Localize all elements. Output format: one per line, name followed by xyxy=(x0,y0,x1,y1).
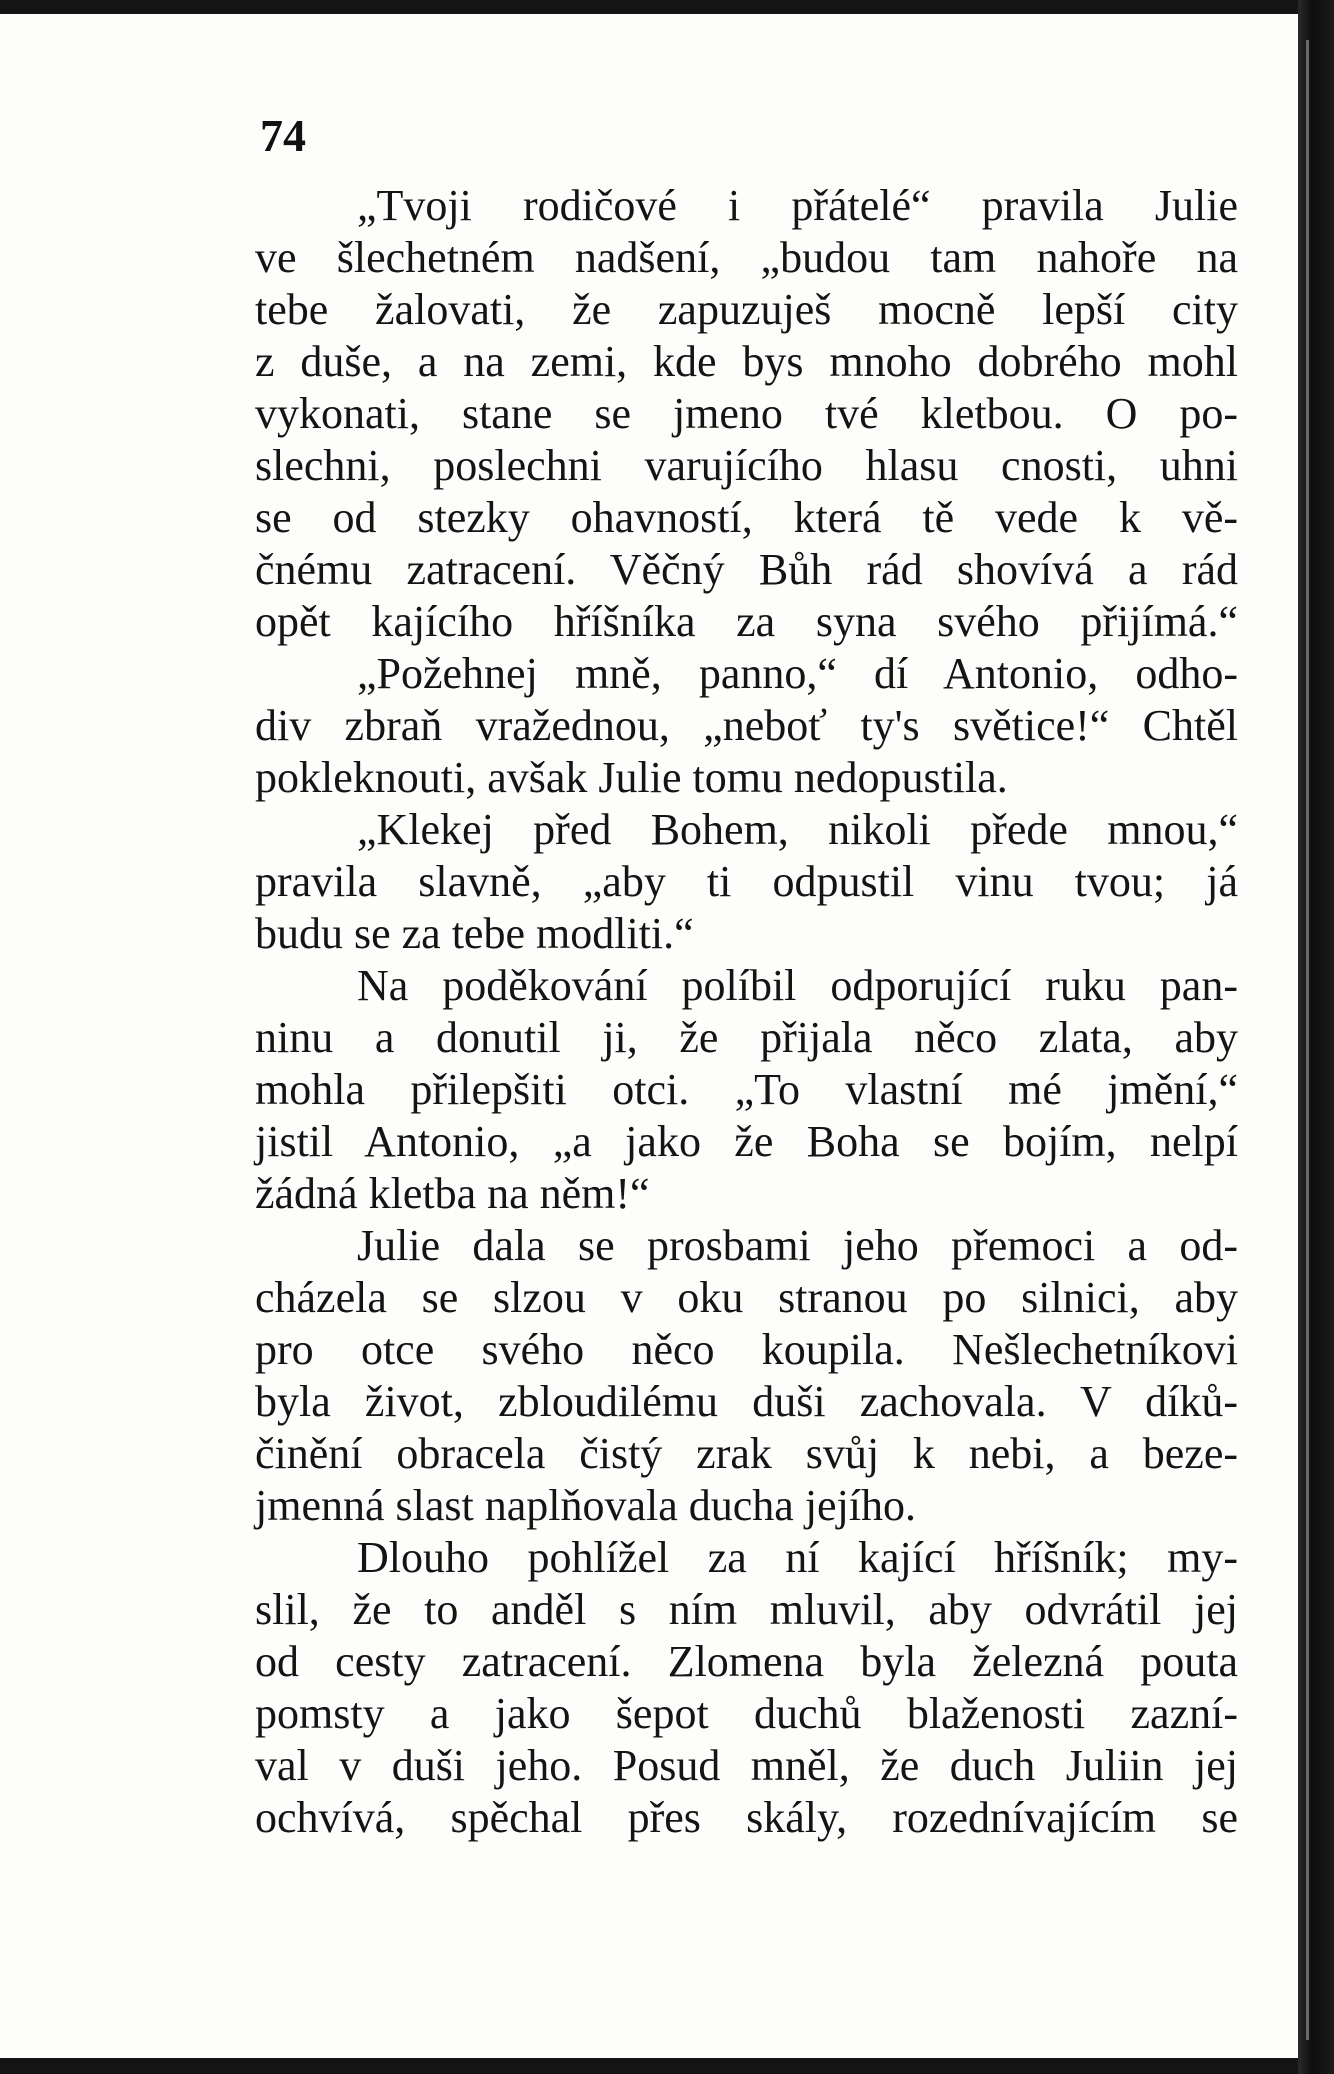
text-line: Julie dala se prosbami jeho přemoci a od- xyxy=(357,1221,1238,1270)
text-line: čnému zatracení. Věčný Bůh rád shovívá a rád xyxy=(255,545,1238,594)
text-line: div zbraň vražednou, „neboť ty's světice!“ Chtěl xyxy=(255,701,1238,750)
text-line: ochvívá, spěchal přes skály, rozednívajícím se xyxy=(255,1793,1238,1842)
text-line: se od stezky ohavností, která tě vede k vě- xyxy=(255,493,1238,542)
text-line: žádná kletba na něm!“ xyxy=(255,1169,650,1218)
text-line: pomsty a jako šepot duchů blaženosti zazní- xyxy=(255,1689,1238,1738)
text-line: Dlouho pohlížel za ní kající hříšník; my- xyxy=(357,1533,1238,1582)
text-line: opět kajícího hříšníka za syna svého přijímá.“ xyxy=(255,597,1238,646)
text-line: Na poděkování políbil odporující ruku pan- xyxy=(357,961,1238,1010)
text-line: ve šlechetném nadšení, „budou tam nahoře na xyxy=(255,233,1238,282)
text-line: slechni, poslechni varujícího hlasu cnosti, uhni xyxy=(255,441,1238,490)
text-line: pokleknouti, avšak Julie tomu nedopustila. xyxy=(255,753,1008,802)
text-line: cházela se slzou v oku stranou po silnici, aby xyxy=(255,1273,1238,1322)
text-line: pravila slavně, „aby ti odpustil vinu tvou; já xyxy=(255,857,1238,906)
text-line: val v duši jeho. Posud mněl, že duch Juliin jej xyxy=(255,1741,1238,1790)
text-line: budu se za tebe modliti.“ xyxy=(255,909,694,958)
text-line: „Požehnej mně, panno,“ dí Antonio, odho- xyxy=(357,649,1238,698)
text-line: „Tvoji rodičové i přátelé“ pravila Julie xyxy=(357,181,1238,230)
text-line: slil, že to anděl s ním mluvil, aby odvrátil jej xyxy=(255,1585,1238,1634)
text-line: vykonati, stane se jmeno tvé kletbou. O po- xyxy=(255,389,1238,438)
text-line: jmenná slast naplňovala ducha jejího. xyxy=(255,1481,917,1530)
page-binding-edge xyxy=(1298,0,1334,2074)
text-line: z duše, a na zemi, kde bys mnoho dobrého mohl xyxy=(255,337,1238,386)
text-line: od cesty zatracení. Zlomena byla železná pouta xyxy=(255,1637,1238,1686)
text-line: mohla přilepšiti otci. „To vlastní mé jmění,“ xyxy=(255,1065,1238,1114)
text-line: tebe žalovati, že zapuzuješ mocně lepší city xyxy=(255,285,1238,334)
text-line: činění obracela čistý zrak svůj k nebi, a beze- xyxy=(255,1429,1238,1478)
page-number: 74 xyxy=(260,110,306,161)
text-line: pro otce svého něco koupila. Nešlechetníkovi xyxy=(255,1325,1238,1374)
text-line: „Klekej před Bohem, nikoli přede mnou,“ xyxy=(357,805,1238,854)
body-text xyxy=(255,180,1238,1844)
page-edge-line xyxy=(1306,40,1309,2040)
text-line: ninu a donutil ji, že přijala něco zlata, aby xyxy=(255,1013,1238,1062)
text-line: jistil Antonio, „a jako že Boha se bojím, nelpí xyxy=(255,1117,1238,1166)
text-line: byla život, zbloudilému duši zachovala. V díků- xyxy=(255,1377,1238,1426)
